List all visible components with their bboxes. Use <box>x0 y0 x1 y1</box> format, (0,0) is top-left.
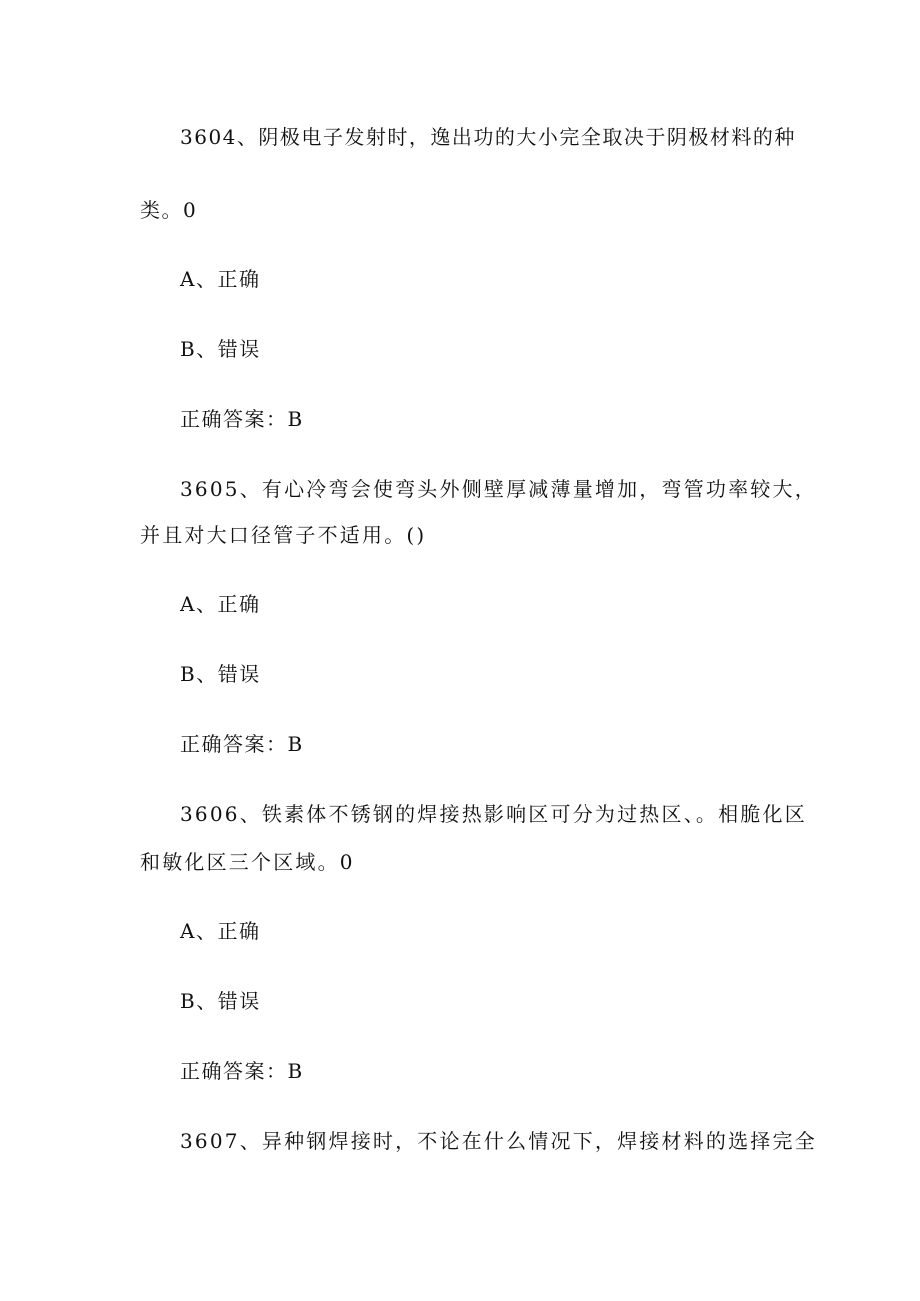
question-stem-text: 3604、阴极电子发射时，逸出功的大小完全取决于阴极材料的种 <box>180 125 796 149</box>
question-3605-stem-line-1: 3605、有心冷弯会使弯头外侧壁厚减薄量增加，弯管功率较大， <box>180 477 817 501</box>
question-3604-stem-line-2 <box>140 196 197 224</box>
question-3606-stem-line-1: 3606、铁素体不锈钢的焊接热影响区可分为过热区、。相脆化区 <box>180 802 807 826</box>
question-3606-option-b: B、错误 <box>180 989 261 1013</box>
question-3605-option-a: A、正确 <box>180 592 261 616</box>
question-3604-option-b: B、错误 <box>180 337 261 361</box>
question-3606-option-a: A、正确 <box>180 919 261 943</box>
question-3605-option-b: B、错误 <box>180 662 261 686</box>
question-3604-stem-line-1 <box>180 123 796 151</box>
question-3606-stem-line-2: 和敏化区三个区域。0 <box>140 850 355 874</box>
question-3607-stem-line-1: 3607、异种钢焊接时，不论在什么情况下，焊接材料的选择完全 <box>180 1129 817 1153</box>
question-3606-answer: 正确答案：B <box>180 1059 304 1083</box>
question-stem-text: 类。0 <box>140 198 198 222</box>
question-3605-stem-line-2: 并且对大口径管子不适用。() <box>140 523 427 547</box>
question-3605-answer: 正确答案：B <box>180 732 304 756</box>
question-3604-answer: 正确答案：B <box>180 407 304 431</box>
question-3604-option-a: A、正确 <box>180 267 261 291</box>
